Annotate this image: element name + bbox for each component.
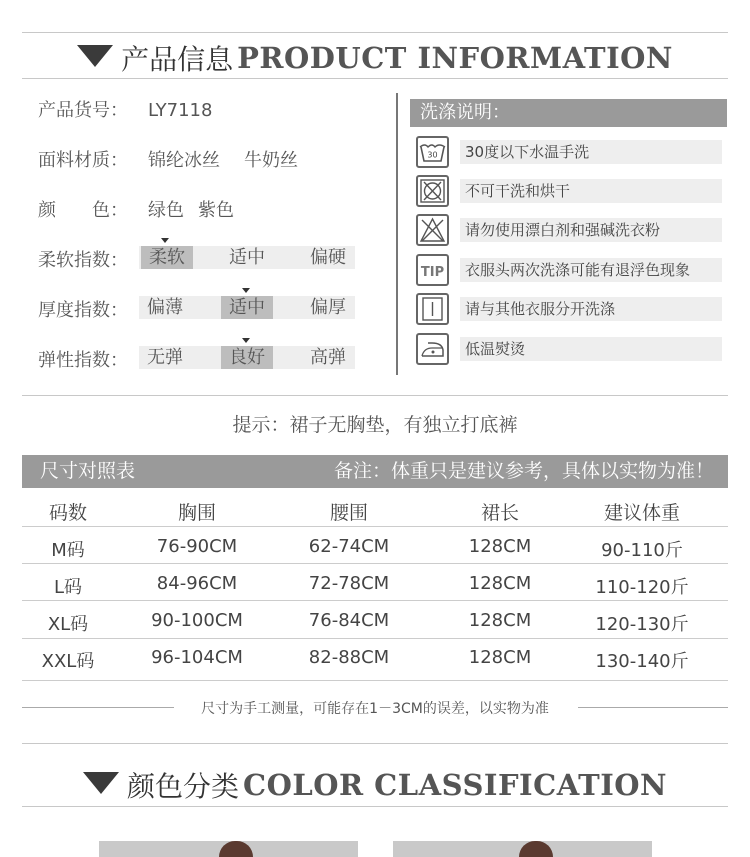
- color-title-divider: [22, 806, 728, 807]
- selected-arrow-icon: [242, 338, 250, 343]
- model-head: [219, 841, 253, 857]
- color-value: 紫色: [198, 200, 234, 221]
- low-iron-icon: [416, 333, 449, 365]
- wash-text: 请与其他衣服分开洗涤: [460, 297, 722, 321]
- color-value: 绿色: [148, 200, 184, 221]
- column-header: 胸围: [177, 502, 216, 524]
- color-title-top-divider: [22, 743, 728, 744]
- size-table-remark: 备注：体重只是建议参考，具体以实物为准！: [333, 460, 714, 482]
- product-info-title-cn: 产品信息: [121, 43, 234, 76]
- weight-cell: 130-140斤: [595, 651, 689, 672]
- product-info-title: [0, 38, 750, 78]
- thickness-scale: [139, 296, 355, 319]
- wash-text: 低温熨烫: [460, 337, 722, 361]
- softness-scale: [139, 246, 355, 269]
- svg-text:30: 30: [427, 150, 438, 160]
- weight-cell: 90-110斤: [601, 540, 683, 561]
- triangle-down-icon: [83, 772, 119, 794]
- info-bottom-divider: [22, 395, 728, 396]
- color-row: [38, 196, 258, 222]
- no-bleach-icon: [416, 214, 449, 246]
- size-cell: L码: [53, 577, 83, 598]
- separate-wash-icon: [416, 293, 449, 325]
- waist-cell: 62-74CM: [308, 536, 390, 557]
- softness-option: 柔软: [141, 246, 193, 269]
- length-cell: 128CM: [468, 536, 532, 557]
- size-cell: M码: [51, 540, 85, 561]
- fabric-row: [38, 146, 322, 172]
- table-row-divider: [22, 526, 728, 527]
- tip-text: 提示：裙子无胸垫，有独立打底裤: [232, 414, 518, 436]
- elasticity-option: 高弹: [310, 347, 346, 368]
- wash-text: 衣服头两次洗涤可能有退浮色现象: [460, 258, 722, 282]
- table-row-divider: [22, 563, 728, 564]
- table-row-divider: [22, 638, 728, 639]
- table-row-divider: [22, 680, 728, 681]
- triangle-down-icon: [77, 45, 113, 67]
- chest-cell: 76-90CM: [156, 536, 238, 557]
- note-line-right: [578, 707, 728, 708]
- fabric-value: 锦纶冰丝: [148, 150, 220, 171]
- svg-text:TIP: TIP: [420, 265, 445, 280]
- column-header: 码数: [48, 502, 87, 524]
- softness-option: 偏硬: [310, 247, 346, 268]
- hand-wash-30-icon: [416, 136, 449, 168]
- measurement-note: 尺寸为手工测量，可能存在1－3CM的误差，以实物为准: [201, 701, 549, 717]
- elasticity-option: 无弹: [147, 347, 183, 368]
- fabric-value: 牛奶丝: [244, 150, 298, 171]
- title-divider: [22, 78, 728, 79]
- model-head: [519, 841, 553, 857]
- vertical-divider: [396, 93, 398, 375]
- no-dry-clean-tumble-icon: [416, 175, 449, 207]
- selected-arrow-icon: [161, 238, 169, 243]
- elasticity-label: 弹性指数：: [38, 350, 128, 371]
- weight-cell: 110-120斤: [595, 577, 689, 598]
- product-info-title-en: PRODUCT INFORMATION: [237, 41, 673, 75]
- chest-cell: 96-104CM: [151, 647, 243, 668]
- waist-cell: 72-78CM: [308, 573, 390, 594]
- column-header: 裙长: [480, 502, 519, 524]
- thickness-option: 适中: [221, 296, 273, 319]
- tip-icon: [416, 254, 449, 286]
- waist-cell: 76-84CM: [308, 610, 390, 631]
- size-table-header: [22, 455, 728, 488]
- chest-cell: 90-100CM: [151, 610, 243, 631]
- column-header: 腰围: [329, 502, 368, 524]
- softness-label: 柔软指数：: [38, 250, 128, 271]
- wash-title: 洗涤说明：: [410, 99, 727, 127]
- chest-cell: 84-96CM: [156, 573, 238, 594]
- size-cell: XXL码: [41, 651, 95, 672]
- item-number-label: 产品货号：: [38, 100, 128, 121]
- length-cell: 128CM: [468, 647, 532, 668]
- product-photo: [393, 841, 652, 857]
- color-classification-title: [0, 765, 750, 805]
- thickness-label: 厚度指数：: [38, 300, 128, 321]
- color-title-cn: 颜色分类: [126, 770, 239, 803]
- item-number-value: LY7118: [148, 100, 213, 121]
- color-title-en: COLOR CLASSIFICATION: [242, 768, 668, 802]
- elasticity-scale: [139, 346, 355, 369]
- color-label: 颜 色：: [38, 200, 128, 221]
- product-photo: [99, 841, 358, 857]
- table-row-divider: [22, 600, 728, 601]
- thickness-option: 偏厚: [310, 297, 346, 318]
- item-number-row: [38, 96, 236, 122]
- column-header: 建议体重: [603, 502, 680, 524]
- weight-cell: 120-130斤: [595, 614, 689, 635]
- fabric-label: 面料材质：: [38, 150, 128, 171]
- top-divider: [22, 32, 728, 33]
- selected-arrow-icon: [242, 288, 250, 293]
- wash-text: 30度以下水温手洗: [460, 140, 722, 164]
- size-cell: XL码: [47, 614, 89, 635]
- wash-text: 请勿使用漂白剂和强碱洗衣粉: [460, 218, 722, 242]
- size-table-title: 尺寸对照表: [40, 460, 136, 482]
- softness-option: 适中: [229, 247, 265, 268]
- waist-cell: 82-88CM: [308, 647, 390, 668]
- length-cell: 128CM: [468, 610, 532, 631]
- elasticity-option: 良好: [221, 346, 273, 369]
- thickness-option: 偏薄: [147, 297, 183, 318]
- length-cell: 128CM: [468, 573, 532, 594]
- wash-text: 不可干洗和烘干: [460, 179, 722, 203]
